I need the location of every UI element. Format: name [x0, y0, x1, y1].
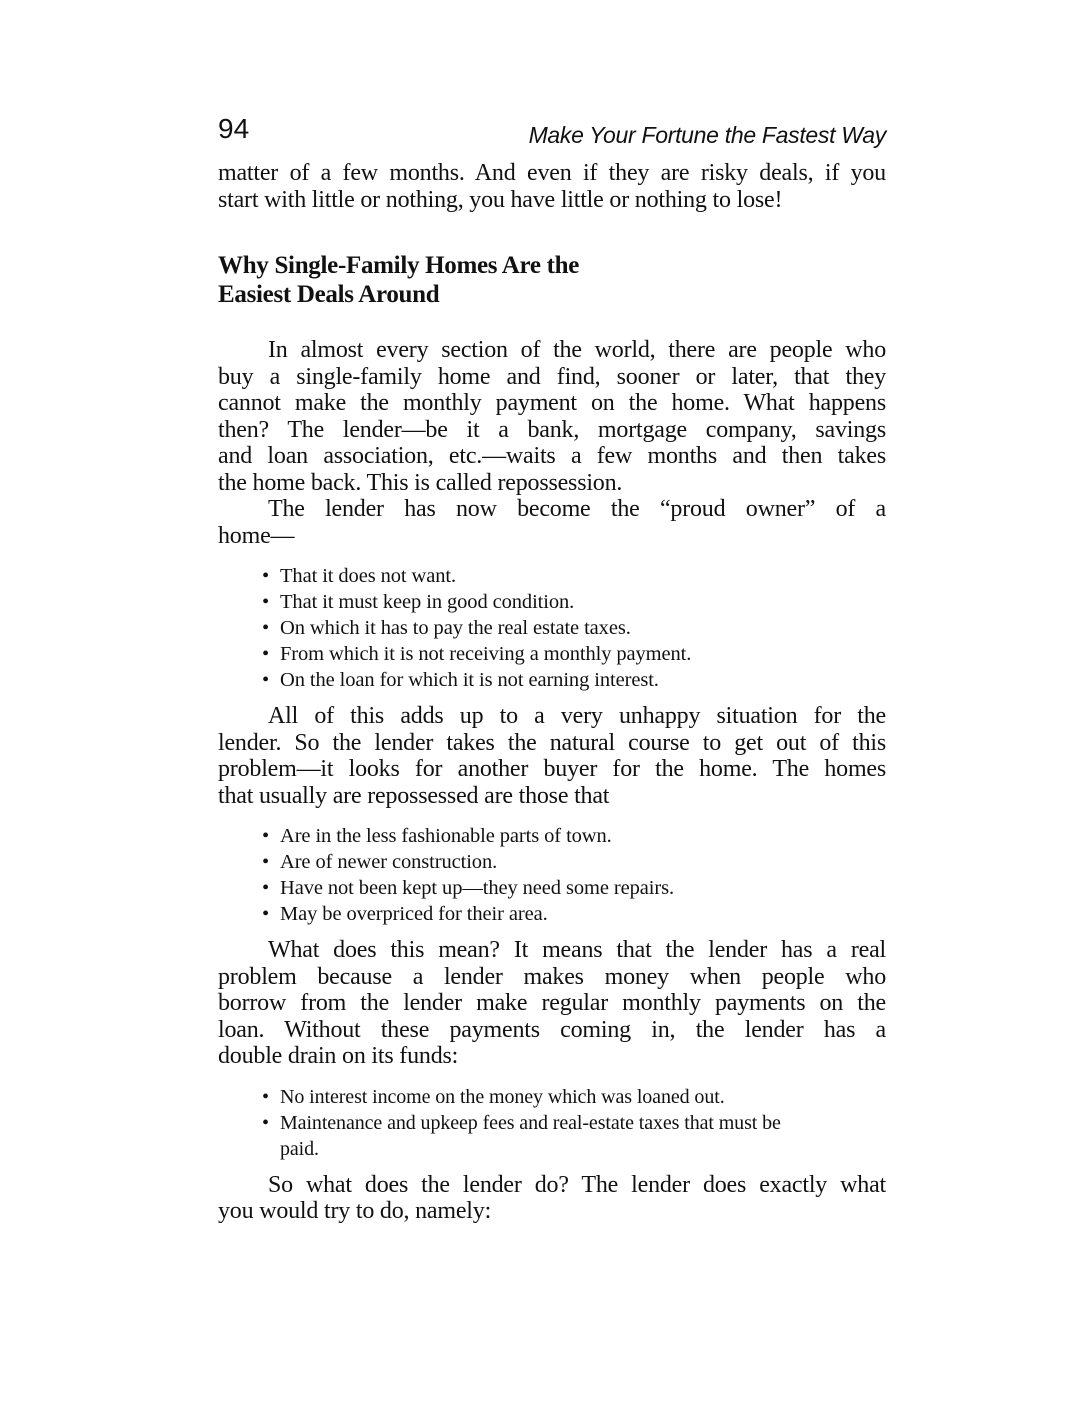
text-line: that usually are repossessed are those that: [218, 782, 610, 809]
text-line: cannot make the monthly payment on the home. What happens: [218, 390, 886, 416]
text-line: and loan association, etc.—waits a few months and then takes: [218, 443, 886, 469]
text-line: What does this mean? It means that the lender has a real: [268, 937, 886, 963]
heading-line: Easiest Deals Around: [218, 281, 440, 308]
list-item: • No interest income on the money which was loaned out.: [262, 1085, 725, 1108]
bullet-icon: •: [262, 903, 270, 925]
section-heading: [218, 251, 886, 309]
bullet-icon: •: [262, 851, 270, 873]
bullet-list-funds-drain: [218, 1084, 886, 1162]
intro-paragraph: [218, 160, 886, 213]
list-item: • Have not been kept up—they need some repairs.: [262, 877, 674, 899]
list-item: • Are in the less fashionable parts of town.: [262, 825, 612, 847]
paragraph-double-drain: [218, 937, 886, 1070]
bullet-icon: •: [262, 565, 270, 587]
list-item: • From which it is not receiving a monthly payment.: [262, 643, 692, 665]
list-item: • May be overpriced for their area.: [262, 903, 548, 925]
running-title: Make Your Fortune the Fastest Way: [528, 122, 886, 148]
paragraph-repossession: [218, 337, 886, 496]
bullet-icon: •: [262, 825, 270, 847]
paragraph-proud-owner: [218, 496, 886, 549]
text-line: you would try to do, namely:: [218, 1198, 492, 1224]
book-page: [218, 110, 886, 1225]
text-line: problem because a lender makes money when people who: [218, 963, 886, 990]
text-line: loan. Without these payments coming in, the lender has a: [218, 1016, 886, 1043]
bullet-icon: •: [262, 591, 270, 613]
text-line: lender. So the lender takes the natural course to get out of this: [218, 729, 886, 756]
paragraph-lender-action: [218, 1172, 886, 1225]
paragraph-unhappy-situation: [218, 703, 886, 809]
bullet-icon: •: [262, 877, 270, 899]
running-head: [218, 110, 886, 160]
page-number: 94: [218, 113, 250, 144]
text-line: start with little or nothing, you have little or nothing to lose!: [218, 186, 783, 213]
bullet-icon: •: [262, 1111, 269, 1134]
text-line: buy a single-family home and find, sooner or later, that they: [218, 363, 886, 390]
list-item: • On which it has to pay the real estate taxes.: [262, 617, 631, 639]
list-item: • That it does not want.: [262, 565, 457, 587]
list-item: • On the loan for which it is not earning interest.: [262, 669, 659, 691]
text-line: double drain on its funds:: [218, 1043, 459, 1069]
bullet-icon: •: [262, 617, 270, 639]
bullet-list-owner-burdens: [218, 563, 886, 693]
bullet-icon: •: [262, 643, 270, 665]
list-item: • That it must keep in good condition.: [262, 591, 575, 613]
text-line: then? The lender—be it a bank, mortgage company, savings: [218, 416, 886, 443]
text-line: In almost every section of the world, there are people who: [268, 337, 886, 363]
text-line: the home back. This is called repossession.: [218, 469, 623, 496]
text-line: So what does the lender do? The lender does exactly what: [268, 1171, 886, 1198]
bullet-list-repossessed-homes: [218, 823, 886, 927]
text-line: problem—it looks for another buyer for the home. The homes: [218, 756, 886, 782]
text-line: matter of a few months. And even if they are risky deals, if you: [218, 160, 886, 186]
text-line: The lender has now become the “proud owner” of a: [268, 496, 886, 522]
bullet-icon: •: [262, 1085, 269, 1108]
text-line: All of this adds up to a very unhappy situation for the: [268, 703, 886, 729]
text-line: home—: [218, 522, 295, 549]
heading-line: Why Single-Family Homes Are the: [218, 252, 580, 279]
text-line: borrow from the lender make regular monthly payments on the: [218, 990, 886, 1016]
list-item: • Maintenance and upkeep fees and real-estate taxes that must be paid.: [262, 1111, 781, 1160]
list-item: • Are of newer construction.: [262, 851, 498, 873]
bullet-icon: •: [262, 669, 270, 691]
